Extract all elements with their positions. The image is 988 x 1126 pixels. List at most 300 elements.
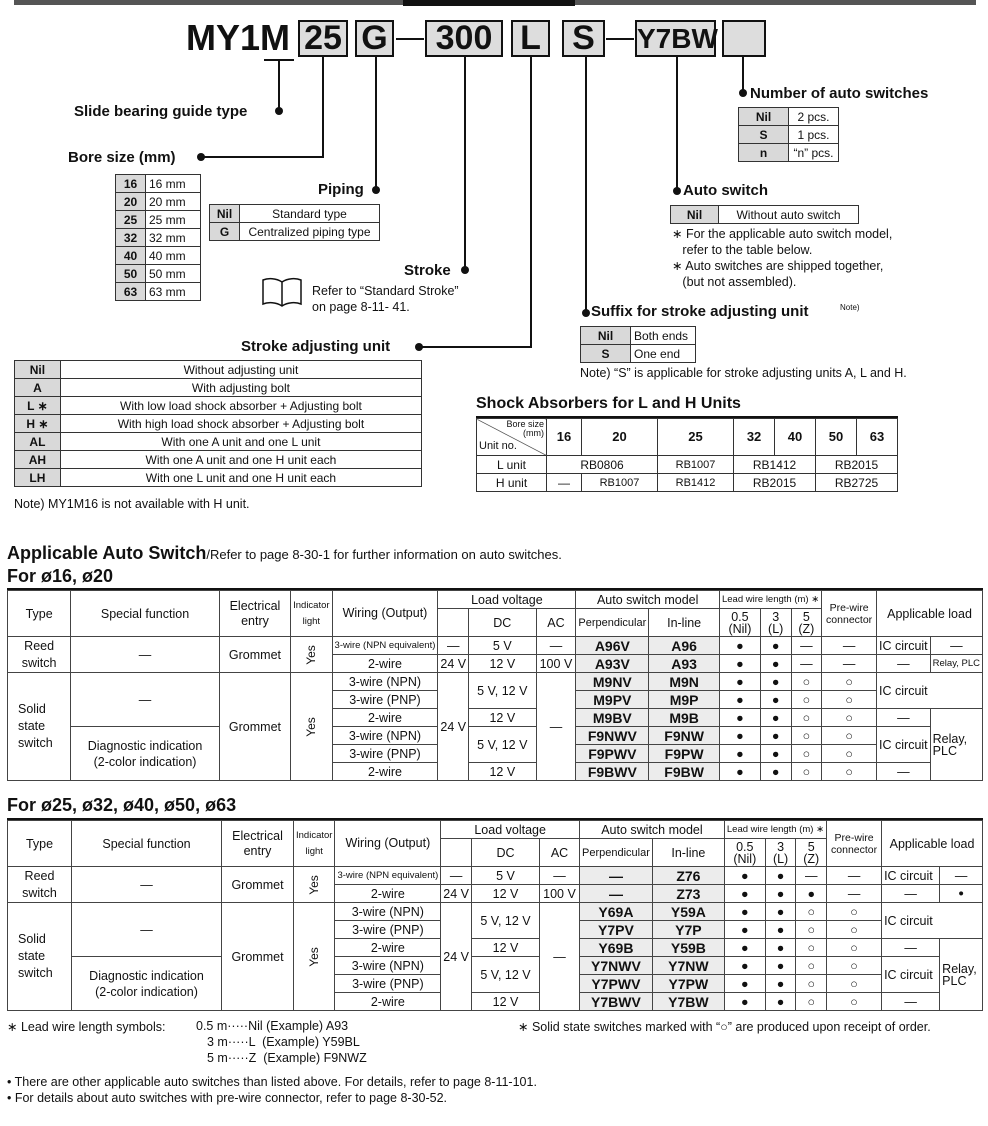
type-reed: Reed switch	[8, 637, 71, 673]
lead5-sub: (Z)	[798, 621, 815, 636]
cell: 24 V	[438, 655, 469, 673]
diag-text: Diagnostic indication	[89, 968, 204, 983]
cell: IC circuit	[882, 867, 940, 885]
model-cell: F9PW	[649, 745, 720, 763]
th-inline: In-line	[649, 609, 720, 637]
cell: 12 V	[469, 763, 536, 781]
code-dash	[396, 38, 424, 40]
model-cell: Y7PW	[652, 975, 724, 993]
th-perp: Perpendicular	[576, 609, 649, 637]
code-num	[722, 20, 766, 57]
bore_sizes-value: 63 mm	[146, 283, 201, 301]
model-cell: M9P	[649, 691, 720, 709]
th-dc: DC	[472, 839, 540, 867]
th-lead05	[719, 609, 760, 637]
circle-cell: ○	[791, 745, 822, 763]
shock-h-cell: RB2015	[734, 474, 816, 492]
v512-cell: 5 V, 12 V	[472, 957, 540, 993]
model-cell: Y7P	[652, 921, 724, 939]
dot-cell: ●	[796, 885, 827, 903]
shock-l-cell: RB2015	[816, 456, 898, 474]
piping-label: Piping	[318, 181, 364, 198]
adj-dot	[415, 343, 423, 351]
circle-cell: ○	[827, 993, 882, 1011]
bore_sizes-key: 20	[116, 193, 146, 211]
model-cell: F9BWV	[576, 763, 649, 781]
bore_sizes-key: 40	[116, 247, 146, 265]
lead-line: 5 m·····Z (Example) F9NWZ	[207, 1051, 367, 1065]
piping-dot	[372, 186, 380, 194]
bullet-2: • For details about auto switches with pre-wire connector, refer to page 8-30-52.	[7, 1091, 448, 1105]
th-lead: Lead wire length (m) ∗	[719, 591, 821, 609]
dot-cell: ●	[765, 975, 796, 993]
dot-cell: ●	[760, 745, 791, 763]
shock-l-cell: RB1007	[658, 456, 734, 474]
sw-leader	[676, 57, 678, 191]
entry-grommet: Grommet	[222, 867, 294, 903]
dash-cell: —	[791, 637, 822, 655]
suffix_opts-value: One end	[631, 345, 696, 363]
model-cell: Y7BW	[652, 993, 724, 1011]
circle-cell: ○	[791, 763, 822, 781]
bore_sizes-value: 32 mm	[146, 229, 201, 247]
adj_opts-key: LH	[15, 469, 61, 487]
model-cell: Y59B	[652, 939, 724, 957]
dash-cell: —	[882, 885, 940, 903]
lead-line: 3 m·····L (Example) Y59BL	[207, 1035, 360, 1049]
relay-text: Relay,	[942, 961, 977, 976]
cell: 2-wire	[335, 885, 441, 903]
ic-cell: IC circuit	[882, 957, 940, 993]
adj-table	[14, 360, 422, 487]
v512-cell: 5 V, 12 V	[469, 673, 536, 709]
sw-note-3: ∗ Auto switches are shipped together,	[672, 259, 884, 273]
lead-line: 0.5 m·····Nil (Example) A93	[196, 1019, 349, 1033]
suffix_opts-key: Nil	[581, 327, 631, 345]
auto-title-ref: /Refer to page 8-30-1 for further information on auto switches.	[206, 547, 562, 562]
th-model: Auto switch model	[576, 591, 720, 609]
adj-label: Stroke adjusting unit	[241, 338, 391, 355]
lead3-sub: (L)	[772, 851, 789, 866]
dot-cell: ●	[760, 691, 791, 709]
suffix-table	[580, 326, 696, 363]
adj_opts-key: A	[15, 379, 61, 397]
th-prewire: Pre-wire connector	[822, 591, 877, 637]
cell: 2-wire	[332, 763, 438, 781]
suffix_opts-key: S	[581, 345, 631, 363]
dot-cell: ●	[724, 957, 765, 975]
code-stroke: 300	[425, 20, 503, 57]
th-appload: Applicable load	[882, 821, 983, 867]
v24-cell: 24 V	[438, 673, 469, 781]
lead5-sub: (Z)	[803, 851, 820, 866]
sw-note-2: refer to the table below.	[672, 243, 813, 257]
bore_sizes-value: 20 mm	[146, 193, 201, 211]
cell: 12 V	[472, 939, 540, 957]
model-cell: M9B	[649, 709, 720, 727]
dot-cell: ●	[760, 763, 791, 781]
v512-cell: 5 V, 12 V	[469, 727, 536, 763]
sw-dot	[673, 187, 681, 195]
model-cell: A93V	[576, 655, 649, 673]
adj-leader-h	[418, 346, 532, 348]
piping_opts-value: Standard type	[240, 205, 380, 223]
circle-cell: ○	[822, 709, 877, 727]
dot-cell: ●	[765, 939, 796, 957]
dot-cell: ●	[760, 655, 791, 673]
adj_opts-value: With one A unit and one H unit each	[60, 451, 421, 469]
lead5: 5	[807, 839, 815, 854]
cell: 12 V	[472, 885, 540, 903]
model-cell: Y69A	[580, 903, 653, 921]
dot-cell: ●	[719, 655, 760, 673]
th-type: Type	[8, 591, 71, 637]
cell: 3-wire (NPN)	[335, 957, 441, 975]
circle-cell: ○	[796, 903, 827, 921]
dash-cell: —	[827, 867, 882, 885]
suffix-leader	[585, 57, 587, 313]
circle-cell: ○	[796, 939, 827, 957]
special-dash: —	[72, 903, 222, 957]
dot-cell: ●	[724, 939, 765, 957]
circle-cell: ○	[822, 691, 877, 709]
guide-leader	[278, 59, 280, 111]
model-cell: F9BW	[649, 763, 720, 781]
adj-note: Note) MY1M16 is not available with H unit.	[14, 497, 250, 511]
lead05-sub: (Nil)	[733, 851, 757, 866]
lead3-sub: (L)	[768, 621, 784, 636]
model-cell: Y7BWV	[580, 993, 653, 1011]
circle-cell: ○	[822, 727, 877, 745]
auto-title-text: Applicable Auto Switch	[7, 543, 207, 563]
th-appload: Applicable load	[877, 591, 983, 637]
indicator-yes: Yes	[307, 874, 322, 895]
adj_opts-key: H ∗	[15, 415, 61, 433]
ac-dash: —	[540, 903, 580, 1011]
dot-cell: ●	[719, 745, 760, 763]
piping-leader	[375, 57, 377, 190]
piping-table	[209, 204, 380, 241]
th-indicator: Indicator light	[291, 591, 332, 637]
cell: 3-wire (PNP)	[335, 975, 441, 993]
th-indicator: Indicator light	[294, 821, 335, 867]
dash-cell: —	[796, 867, 827, 885]
dot-cell: ●	[719, 673, 760, 691]
dash-cell: —	[822, 655, 877, 673]
bore_sizes-value: 50 mm	[146, 265, 201, 283]
circle-cell: ○	[791, 727, 822, 745]
th-v24	[441, 839, 472, 867]
model-cell: M9NV	[576, 673, 649, 691]
cell: 100 V	[540, 885, 580, 903]
type-solid: Solid state switch	[8, 903, 72, 1011]
model-cell: F9NWV	[576, 727, 649, 745]
dot-cell: ●	[724, 867, 765, 885]
th-wiring: Wiring (Output)	[335, 821, 441, 867]
adj_opts-key: L ∗	[15, 397, 61, 415]
bore-label: Bore size (mm)	[68, 149, 176, 166]
cell: 24 V	[441, 885, 472, 903]
code-suffix: S	[562, 20, 605, 57]
circle-cell: ○	[796, 993, 827, 1011]
relay-cell	[940, 939, 983, 1011]
dash-cell: —	[877, 655, 931, 673]
shock-l-label: L unit	[477, 456, 547, 474]
bore_sizes-key: 63	[116, 283, 146, 301]
circle-cell: ○	[796, 957, 827, 975]
th-ac: AC	[536, 609, 576, 637]
piping_opts-key: Nil	[210, 205, 240, 223]
dash-cell: —	[882, 993, 940, 1011]
cell: 2-wire	[332, 709, 438, 727]
model-cell: F9NW	[649, 727, 720, 745]
adj_opts-value: With one L unit and one H unit each	[60, 469, 421, 487]
solid-note: ∗ Solid state switches marked with “○” are produced upon receipt of order.	[518, 1020, 931, 1034]
shock-col: 25	[658, 419, 734, 456]
adj_opts-key: AH	[15, 451, 61, 469]
dash-cell: —	[438, 637, 469, 655]
cell: 12 V	[469, 655, 536, 673]
th-lead: Lead wire length (m) ∗	[724, 821, 826, 839]
guide-label: Slide bearing guide type	[74, 103, 248, 120]
cell: 5 V	[469, 637, 536, 655]
shock-col: 20	[581, 419, 657, 456]
code-adj: L	[511, 20, 550, 57]
adj_opts-key: Nil	[15, 361, 61, 379]
lead-title: ∗ Lead wire length symbols:	[7, 1020, 166, 1034]
cell: 3-wire (NPN)	[332, 673, 438, 691]
auto-table-2	[7, 820, 983, 1011]
plc-text: PLC	[942, 973, 967, 988]
suffix-dot	[582, 309, 590, 317]
code-piping: G	[355, 20, 394, 57]
lead3: 3	[777, 839, 785, 854]
sw-note-1: ∗ For the applicable auto switch model,	[672, 227, 893, 241]
dot-cell: ●	[719, 691, 760, 709]
shock-col: 40	[775, 419, 816, 456]
num_opts-key: S	[739, 126, 789, 144]
special-dash: —	[71, 637, 220, 673]
special-diag	[71, 727, 220, 781]
th-entry: Electrical entry	[222, 821, 294, 867]
diag-text-2: (2-color indication)	[93, 754, 197, 769]
bore_sizes-key: 25	[116, 211, 146, 229]
th-entry: Electrical entry	[219, 591, 290, 637]
lead05: 0.5	[731, 609, 749, 624]
shock-title: Shock Absorbers for L and H Units	[476, 395, 741, 412]
circle-cell: ○	[791, 709, 822, 727]
shock-col: 63	[856, 419, 897, 456]
circle-cell: ○	[827, 975, 882, 993]
v24-cell: 24 V	[441, 903, 472, 1011]
auto-sub1: For ø16, ø20	[7, 566, 114, 586]
dot-cell: ●	[760, 673, 791, 691]
shock-col: 16	[547, 419, 582, 456]
indicator-yes: Yes	[307, 946, 322, 967]
cell: Relay, PLC	[930, 655, 982, 673]
dot-cell: ●	[765, 957, 796, 975]
model-cell: A96V	[576, 637, 649, 655]
th-wiring: Wiring (Output)	[332, 591, 438, 637]
shock-h-cell: —	[547, 474, 582, 492]
dash-cell: —	[877, 763, 931, 781]
model-cell: —	[580, 867, 653, 885]
model-cell: F9PWV	[576, 745, 649, 763]
dash-cell: —	[827, 885, 882, 903]
shock-col: 50	[816, 419, 857, 456]
dot-cell: ●	[719, 637, 760, 655]
model-cell: Y7NWV	[580, 957, 653, 975]
cell: 3-wire (PNP)	[332, 691, 438, 709]
th-load: Load voltage	[441, 821, 580, 839]
adj_opts-key: AL	[15, 433, 61, 451]
piping_opts-value: Centralized piping type	[240, 223, 380, 241]
v512-cell: 5 V, 12 V	[472, 903, 540, 939]
dash-cell: —	[882, 939, 940, 957]
special-diag	[72, 957, 222, 1011]
bore-leader-h	[200, 156, 324, 158]
th-lead05	[724, 839, 765, 867]
num_opts-key: n	[739, 144, 789, 162]
auto-title	[7, 543, 562, 564]
cell: IC circuit	[877, 637, 931, 655]
dot-cell: ●	[765, 867, 796, 885]
sw-table	[670, 205, 859, 224]
ic-cell: IC circuit	[877, 673, 983, 709]
dash-cell: —	[930, 637, 982, 655]
sw_opts-key: Nil	[671, 206, 719, 224]
lead05: 0.5	[736, 839, 754, 854]
relay-cell	[930, 709, 982, 781]
code-bore: 25	[298, 20, 348, 57]
bore_sizes-key: 50	[116, 265, 146, 283]
dash-cell: —	[822, 637, 877, 655]
num-dot	[739, 89, 747, 97]
suffix-label: Suffix for stroke adjusting unit	[591, 303, 809, 320]
th-lead5	[796, 839, 827, 867]
ac-dash: —	[536, 673, 576, 781]
cell: 12 V	[469, 709, 536, 727]
stroke-dot	[461, 266, 469, 274]
ic-cell: IC circuit	[882, 903, 983, 939]
bore-leader-v	[322, 57, 324, 157]
dot-cell: ●	[724, 885, 765, 903]
dot-cell: ●	[760, 637, 791, 655]
th-perp: Perpendicular	[580, 839, 653, 867]
circle-cell: ○	[791, 673, 822, 691]
indicator-yes: Yes	[304, 644, 319, 665]
circle-cell: ○	[827, 921, 882, 939]
sw_opts-value: Without auto switch	[719, 206, 859, 224]
shock-l-cell: RB0806	[547, 456, 658, 474]
dot-cell: ●	[765, 921, 796, 939]
auto-table-1	[7, 590, 983, 781]
th-dc: DC	[469, 609, 536, 637]
special-dash: —	[72, 867, 222, 903]
dot-cell: ●	[719, 763, 760, 781]
dot-cell: ●	[765, 903, 796, 921]
shock-l-cell: RB1412	[734, 456, 816, 474]
diag-text: Diagnostic indication	[87, 738, 203, 753]
model-cell: M9N	[649, 673, 720, 691]
model-cell: M9BV	[576, 709, 649, 727]
num_opts-key: Nil	[739, 108, 789, 126]
cell: 2-wire	[332, 655, 438, 673]
shock-corner-top: Bore size (mm)	[506, 419, 544, 438]
adj_opts-value: With high load shock absorber + Adjusting bolt	[60, 415, 421, 433]
sw-note-4: (but not assembled).	[672, 275, 797, 289]
circle-cell: ○	[822, 745, 877, 763]
circle-cell: ○	[827, 957, 882, 975]
num_opts-value: 1 pcs.	[789, 126, 839, 144]
model-cell: Y59A	[652, 903, 724, 921]
bore_sizes-value: 25 mm	[146, 211, 201, 229]
bore_sizes-key: 32	[116, 229, 146, 247]
cell: 3-wire (PNP)	[332, 745, 438, 763]
cell: 12 V	[472, 993, 540, 1011]
model-prefix: MY1M	[186, 17, 291, 58]
model-cell: M9PV	[576, 691, 649, 709]
dot-cell: ●	[765, 885, 796, 903]
circle-cell: ○	[822, 673, 877, 691]
indicator-yes: Yes	[304, 716, 319, 737]
dot-cell: ●	[760, 709, 791, 727]
type-reed: Reed switch	[8, 867, 72, 903]
circle-cell: ○	[827, 903, 882, 921]
adj_opts-value: Without adjusting unit	[60, 361, 421, 379]
circle-cell: ○	[822, 763, 877, 781]
plc-text: PLC	[932, 743, 957, 758]
adj_opts-value: With adjusting bolt	[60, 379, 421, 397]
cell: 2-wire	[335, 939, 441, 957]
num-label: Number of auto switches	[750, 85, 929, 102]
lead5: 5	[802, 609, 810, 624]
dash-cell: —	[791, 655, 822, 673]
dash-cell: —	[536, 637, 576, 655]
num-table	[738, 107, 839, 162]
cell: 2-wire	[335, 993, 441, 1011]
cell: 3-wire (NPN)	[335, 903, 441, 921]
cell: ●	[940, 885, 983, 903]
th-lead3	[760, 609, 791, 637]
stroke-leader	[464, 57, 466, 270]
stroke-label: Stroke	[404, 262, 451, 279]
auto-sub2: For ø25, ø32, ø40, ø50, ø63	[7, 795, 237, 815]
circle-cell: ○	[791, 691, 822, 709]
cell: 3-wire (NPN equivalent)	[332, 637, 438, 655]
type-solid: Solid state switch	[8, 673, 71, 781]
dash-cell: —	[940, 867, 983, 885]
circle-cell: ○	[796, 921, 827, 939]
th-prewire: Pre-wire connector	[827, 821, 882, 867]
bore-dot	[197, 153, 205, 161]
piping_opts-key: G	[210, 223, 240, 241]
dash-cell: —	[441, 867, 472, 885]
dot-cell: ●	[719, 709, 760, 727]
adj_opts-value: With one A unit and one L unit	[60, 433, 421, 451]
cell: 100 V	[536, 655, 576, 673]
lead3: 3	[772, 609, 780, 624]
lead05-sub: (Nil)	[728, 621, 752, 636]
guide-dot	[275, 107, 283, 115]
cell: 5 V	[472, 867, 540, 885]
dot-cell: ●	[760, 727, 791, 745]
bore-table	[115, 174, 201, 301]
th-lead3	[765, 839, 796, 867]
th-special: Special function	[72, 821, 222, 867]
suffix-note-mark: Note)	[840, 303, 860, 312]
dot-cell: ●	[724, 903, 765, 921]
